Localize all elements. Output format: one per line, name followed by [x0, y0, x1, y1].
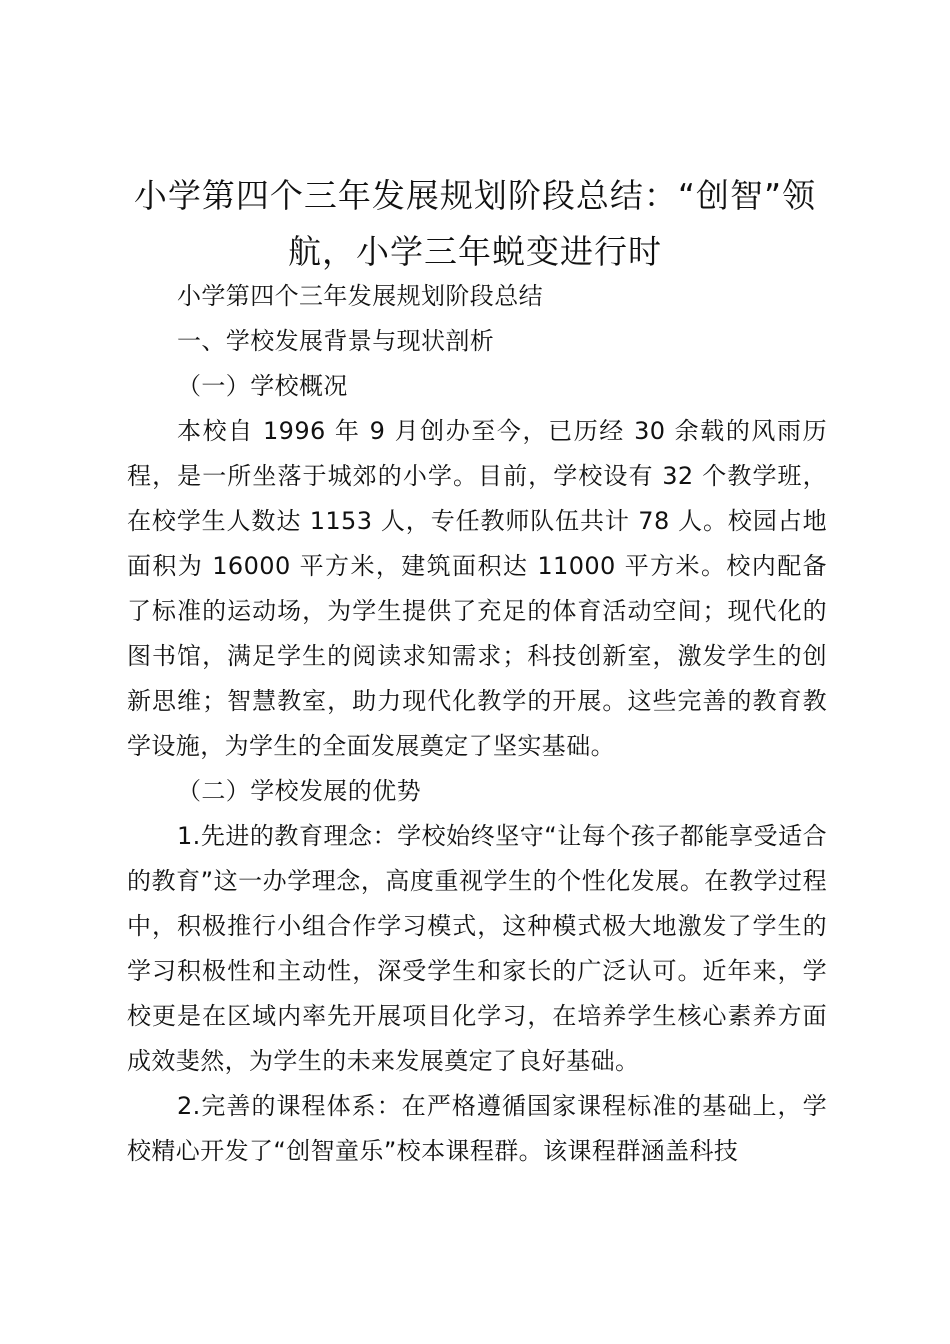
body-paragraph: 1.先进的教育理念：学校始终坚守“让每个孩子都能享受适合的教育”这一办学理念，高度重视学生的个性化发展。在教学过程中，积极推行小组合作学习模式，这种模式极大地激发了学生的学习积极性和主动性，深受学生和家长的广泛认可。近年来，学校更是在区域内率先开展项目化学习，在培养学生核心素养方面成效斐然，为学生的未来发展奠定了良好基础。: [127, 822, 828, 1075]
section-heading: 一、学校发展背景与现状剖析: [177, 327, 495, 355]
body-paragraph: 2.完善的课程体系：在严格遵循国家课程标准的基础上，学校精心开发了“创智童乐”校本课程群。该课程群涵盖科技: [127, 1092, 827, 1165]
document-subtitle: 小学第四个三年发展规划阶段总结: [177, 282, 543, 310]
body-paragraph: 本校自 1996 年 9 月创办至今，已历经 30 余载的风雨历程，是一所坐落于城郊的小学。目前，学校设有 32 个教学班，在校学生人数达 1153 人，专任教师队伍共计 78 人。校园占地面积为 16000 平方米，建筑面积达 11000 平方米。校内配备了标准的运动场，为学生提供了充足的体育活动空间；现代化的图书馆，满足学生的阅读求知需求；科技创新室，激发学生的创新思维；智慧教室，助力现代化教学的开展。这些完善的教育教学设施，为学生的全面发展奠定了坚实基础。: [127, 417, 827, 760]
subsection-heading: （一）学校概况: [177, 372, 348, 400]
subsection-heading: （二）学校发展的优势: [177, 777, 421, 805]
document-body: [127, 274, 827, 1174]
document-title: 小学第四个三年发展规划阶段总结：“创智”领航，小学三年蜕变进行时: [133, 176, 817, 271]
